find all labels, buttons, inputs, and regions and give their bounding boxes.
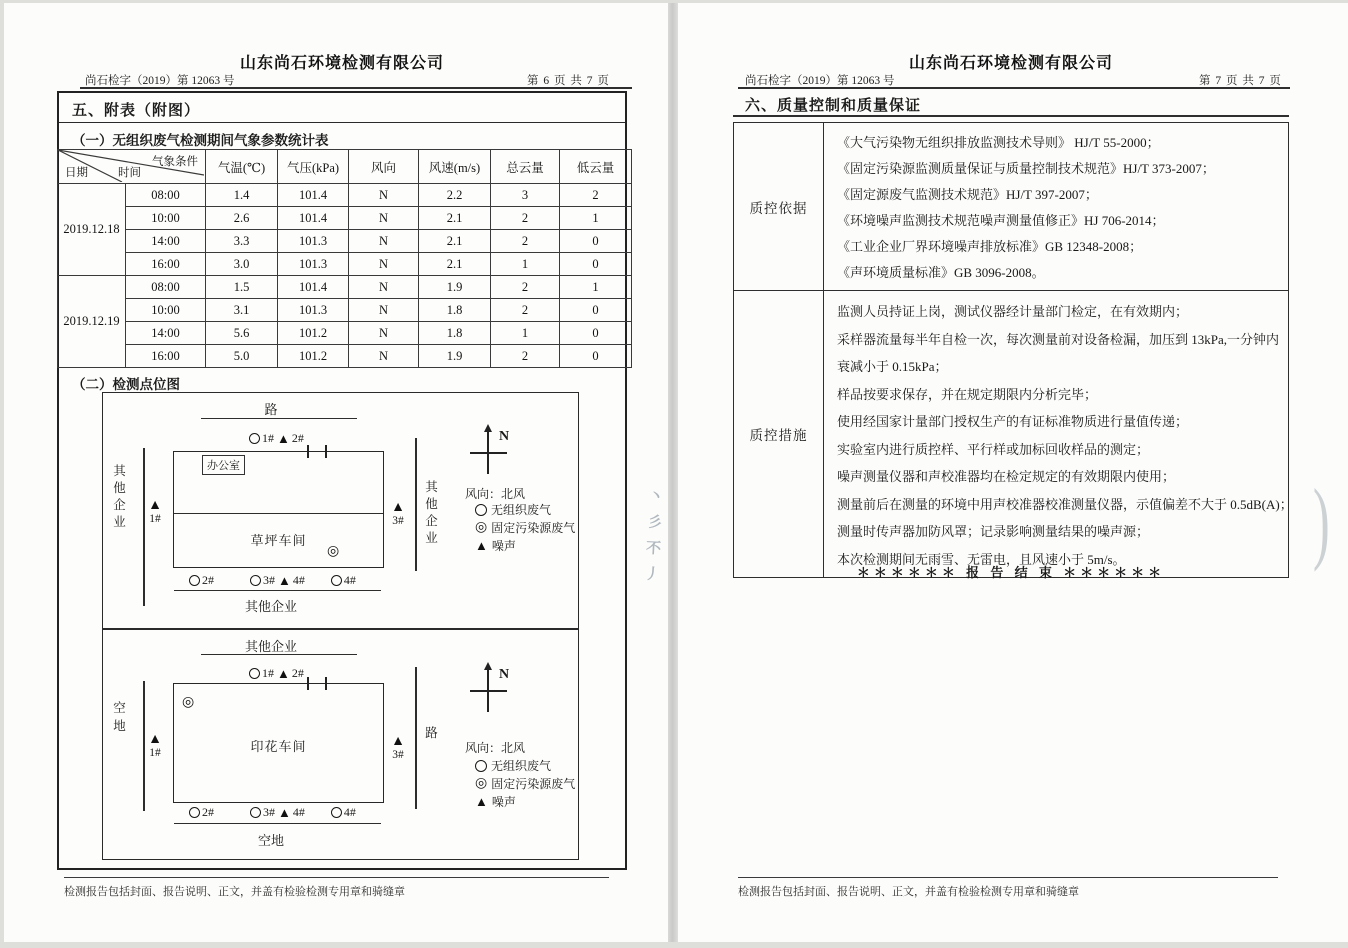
d2-bottom-area-label: 空地 — [257, 833, 284, 848]
table-row: 2019.12.18 08:00 1.4 101.4 N 2.2 3 2 — [58, 184, 632, 207]
footer-rule — [64, 877, 609, 878]
gas-point-icon — [189, 807, 200, 818]
d1-wind-label: 风向：北风 — [465, 487, 526, 501]
qc-measures-label: 质控措施 — [734, 291, 824, 578]
table-row: 16:00 5.0 101.2 N 1.9 2 0 — [58, 345, 632, 368]
north-label: N — [499, 667, 510, 682]
map-section-title: （二）检测点位图 — [72, 377, 180, 392]
header-rule — [738, 87, 1290, 89]
col-header: 风速(m/s) — [419, 150, 491, 184]
source-legend-icon: ◎ — [475, 519, 488, 535]
table-row: 10:00 2.6 101.4 N 2.1 2 1 — [58, 207, 632, 230]
corner-date-label: 日期 — [65, 167, 88, 179]
gas-point-icon — [331, 807, 342, 818]
d2-right-noise-marker: ▲ 3# — [391, 734, 405, 761]
north-label: N — [499, 429, 510, 444]
legend-gas: 无组织废气 — [475, 757, 551, 774]
d1-left-area-label: 其他企业 — [113, 464, 126, 529]
document-number: 尚石检字（2019）第 12063 号 — [85, 75, 235, 87]
d2-left-area-label: 空地 — [113, 701, 126, 733]
gas-legend-icon — [475, 504, 487, 516]
qc-basis-row — [734, 123, 1289, 291]
gate-tick — [307, 445, 309, 458]
d1-right-area-label: 其他企业 — [425, 480, 438, 545]
gas-point-icon — [250, 575, 261, 586]
d2-bottom-markers: 2# 3# ▲ 4# 4# — [189, 805, 359, 820]
date-cell: 2019.12.18 — [58, 184, 126, 276]
d1-left-noise-marker: ▲ 1# — [148, 498, 162, 525]
header-rule — [80, 87, 632, 89]
page-number: 第 7 页 共 7 页 — [1199, 75, 1282, 87]
seam-stamp-fragment: ) — [1312, 470, 1330, 572]
gate-tick — [325, 445, 327, 458]
col-header: 气压(kPa) — [278, 150, 349, 184]
weather-table-header-row — [58, 150, 632, 184]
weather-table — [57, 149, 632, 368]
noise-point-icon: ▲ — [277, 666, 290, 681]
legend-noise: ▲ 噪声 — [475, 794, 516, 809]
content-frame — [57, 91, 627, 870]
weather-table-title: （一）无组织废气检测期间气象参数统计表 — [72, 133, 329, 148]
noise-point-icon: ▲ — [277, 431, 290, 446]
d1-bottom-markers: 2# 3# ▲ 4# 4# — [189, 573, 359, 588]
qc-measures-content: 监测人员持证上岗，测试仪器经计量部门检定，在有效期内； 采样器流量每半年自检一次，每次测量前对设备检漏，加压到 13kPa,一分钟内 衰减小于 0.15kPa； 样品按要求保存，并在规定期限内分析完毕； 使用经国家计量部门授权生产的有证标准物质进行量值传递； 实验室内进行质控样、平行样或加标回收样品的测定； 噪声测量仪器和声校准器均在检定规定的有效期限内使用； 测量前后在测量的环境中用声校准器校准测量仪器，示值偏差不大于 0.5dB(A)； 测量时传声器加防风罩；记录影响测量结果的噪声源； 本次检测期间无雨雪、无雷电，且风速小于 5m/s。 — [824, 291, 1289, 578]
legend-noise: ▲ 噪声 — [475, 538, 516, 553]
report-page-7 — [676, 0, 1348, 948]
noise-point-icon: ▲ — [278, 805, 291, 820]
gas-point-icon — [250, 807, 261, 818]
title-rule — [733, 115, 1289, 117]
report-end-marker: ＊＊＊＊＊＊ 报 告 结 束 ＊＊＊＊＊＊ — [856, 565, 1166, 580]
d2-top-area-label: 其他企业 — [244, 639, 297, 654]
section-6-title: 六、质量控制和质量保证 — [745, 98, 922, 114]
d1-top-markers: 1# ▲ 2# — [249, 431, 307, 446]
legend-source: ◎ 固定污染源废气 — [475, 519, 576, 535]
gas-point-icon — [249, 433, 260, 444]
source-legend-icon: ◎ — [475, 775, 488, 791]
footer-note: 检测报告包括封面、报告说明、正文，并盖有检验检测专用章和骑缝章 — [64, 886, 405, 898]
table-corner-cell — [58, 150, 206, 184]
d1-building-name: 草坪车间 — [250, 533, 307, 548]
stack-source-icon: ◎ — [327, 544, 340, 559]
scan-edge-left — [0, 0, 4, 948]
stack-source-icon: ◎ — [182, 695, 195, 710]
d2-building-name: 印花车间 — [250, 739, 307, 754]
company-name: 山东尚石环境检测有限公司 — [908, 55, 1113, 72]
noise-point-icon: ▲ — [278, 573, 291, 588]
d1-bottom-area-label: 其他企业 — [244, 599, 297, 614]
scan-edge-top — [0, 0, 1348, 3]
d2-building — [173, 683, 384, 803]
footer-rule — [738, 877, 1278, 878]
seam-stamp-fragment: 丶 彡 不 丿 — [644, 488, 665, 584]
qc-basis-label: 质控依据 — [734, 123, 824, 291]
noise-legend-icon: ▲ — [475, 538, 488, 553]
col-header: 气温(℃) — [206, 150, 278, 184]
d2-top-markers: 1# ▲ 2# — [249, 666, 307, 681]
noise-legend-icon: ▲ — [475, 794, 488, 809]
gate-tick — [307, 677, 309, 690]
legend-source: ◎ 固定污染源废气 — [475, 775, 576, 791]
table-row: 2019.12.19 08:00 1.5 101.4 N 1.9 2 1 — [58, 276, 632, 299]
section-5-title: 五、附表（附图） — [59, 93, 625, 123]
col-header: 低云量 — [560, 150, 632, 184]
qc-basis-content: 《大气污染物无组织排放监测技术导则》 HJ/T 55-2000； 《固定污染源监测质量保证与质量控制技术规范》HJ/T 373-2007； 《固定源废气监测技术规范》HJ/T 397-2007； 《环境噪声监测技术规范噪声测量值修正》HJ 706-2014； 《工业企业厂界环境噪声排放标准》GB 12348-2008； 《声环境质量标准》GB 3096-2008。 — [824, 123, 1289, 291]
table-row: 14:00 5.6 101.2 N 1.8 1 0 — [58, 322, 632, 345]
report-page-6 — [0, 0, 672, 948]
table-row: 14:00 3.3 101.3 N 2.1 2 0 — [58, 230, 632, 253]
page-seam — [668, 0, 678, 948]
d1-office-box: 办公室 — [202, 455, 245, 475]
d2-right-road-label: 路 — [425, 726, 438, 740]
company-name: 山东尚石环境检测有限公司 — [239, 55, 444, 72]
page-number: 第 6 页 共 7 页 — [527, 75, 610, 87]
date-cell: 2019.12.19 — [58, 276, 126, 368]
corner-condition-label: 气象条件 — [152, 156, 198, 168]
col-header: 总云量 — [491, 150, 560, 184]
qc-measures-row — [734, 291, 1289, 578]
gas-point-icon — [331, 575, 342, 586]
document-number: 尚石检字（2019）第 12063 号 — [745, 75, 895, 87]
d1-road-label: 路 — [264, 402, 278, 417]
scan-edge-bottom — [0, 942, 1348, 948]
d2-left-noise-marker: ▲ 1# — [148, 732, 162, 759]
qc-table — [733, 122, 1293, 578]
col-header: 风向 — [349, 150, 419, 184]
corner-time-label: 时间 — [118, 167, 141, 179]
gas-legend-icon — [475, 760, 487, 772]
d1-right-noise-marker: ▲ 3# — [391, 500, 405, 527]
site-map — [102, 392, 579, 860]
gas-point-icon — [249, 668, 260, 679]
table-row: 16:00 3.0 101.3 N 2.1 1 0 — [58, 253, 632, 276]
gate-tick — [325, 677, 327, 690]
footer-note: 检测报告包括封面、报告说明、正文，并盖有检验检测专用章和骑缝章 — [738, 886, 1079, 898]
gas-point-icon — [189, 575, 200, 586]
map-divider — [103, 628, 578, 630]
table-row: 10:00 3.1 101.3 N 1.8 2 0 — [58, 299, 632, 322]
legend-gas: 无组织废气 — [475, 501, 551, 518]
d1-building — [173, 451, 384, 568]
d2-wind-label: 风向：北风 — [465, 741, 526, 755]
